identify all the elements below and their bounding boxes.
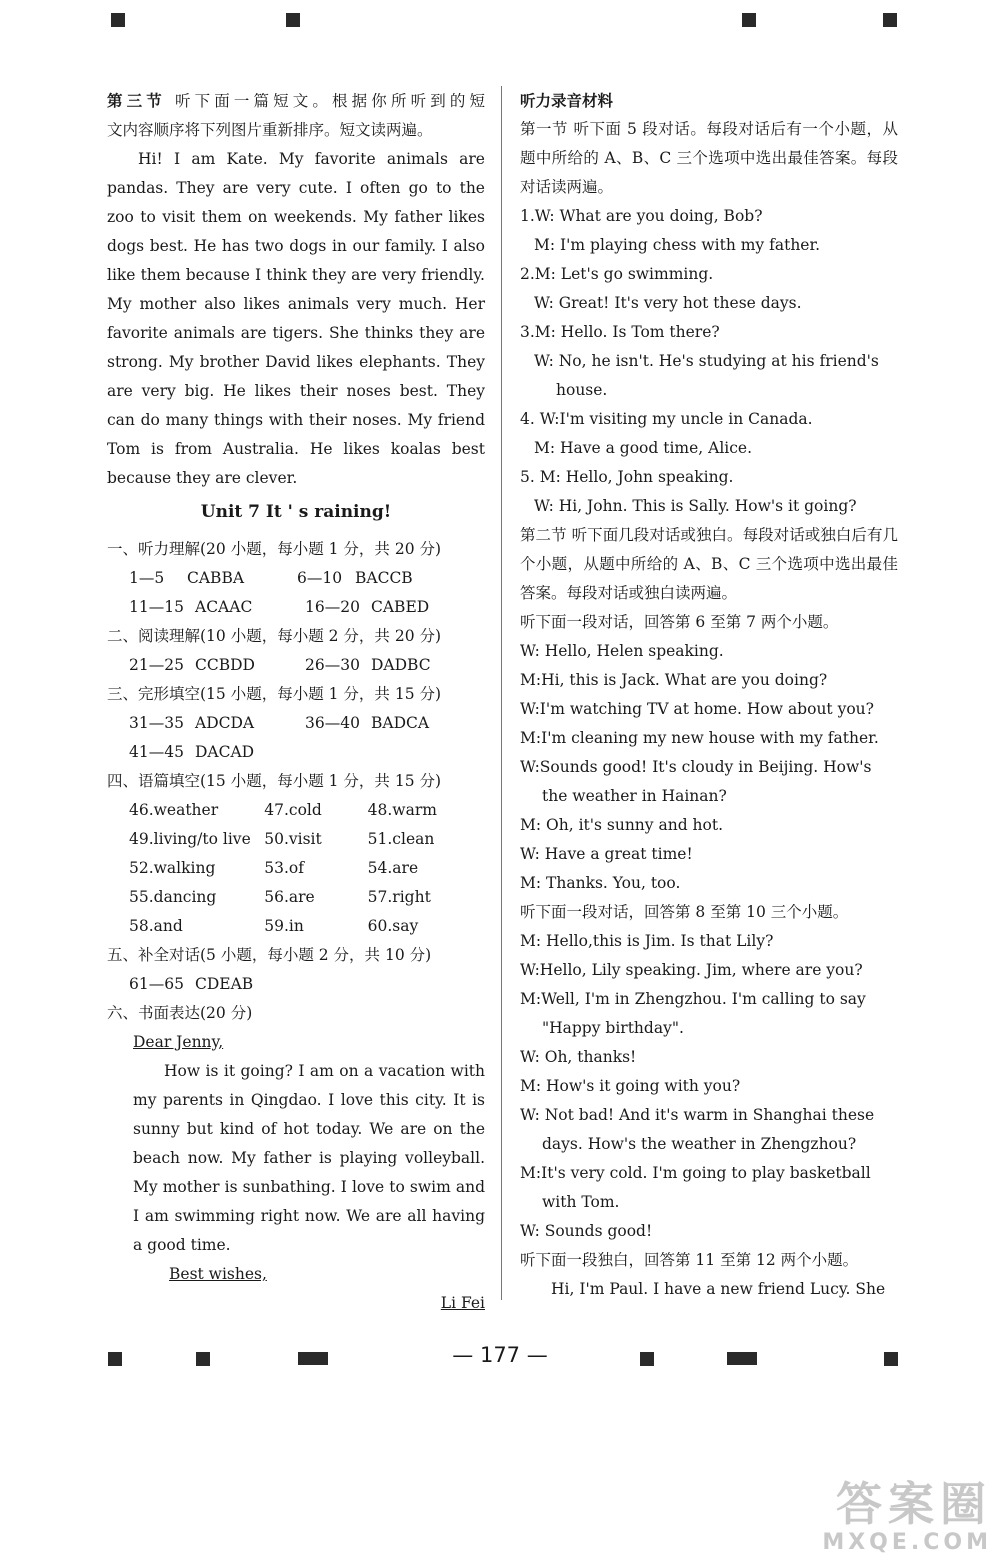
dialogue-line: M: Hello,this is Jim. Is that Lily? — [520, 932, 774, 950]
monologue-text: Hi, I'm Paul. I have a new friend Lucy. She — [551, 1280, 886, 1298]
dialogue-line: M: How's it going with you? — [520, 1077, 741, 1095]
dialogue-line: 4. W:I'm visiting my uncle in Canada. — [520, 410, 813, 428]
dialogue-line: M:I'm cleaning my new house with my father. — [520, 729, 879, 747]
watermark-text: 答案圈 — [836, 1477, 992, 1531]
registration-mark — [286, 13, 300, 27]
fill-row — [107, 854, 485, 883]
letter-greeting: Dear Jenny, — [133, 1033, 224, 1051]
section-heading: 五、补全对话(5 小题，每小题 2 分，共 10 分) — [107, 946, 432, 964]
answer-key: CDEAB — [195, 975, 254, 993]
dialogue-intro: 听下面一段对话，回答第 6 至第 7 两个小题。 — [520, 613, 839, 631]
answer-rows — [107, 651, 485, 680]
dialogue-line: M:It's very cold. I'm going to play basketball with Tom. — [520, 1164, 871, 1211]
fill-row — [107, 912, 485, 941]
dialogue-line: W: Great! It's very hot these days. — [534, 294, 802, 312]
dialogue-line: W: Hello, Helen speaking. — [520, 642, 724, 660]
question-range: 21—25 — [129, 656, 184, 674]
dialogue-line: W:Hello, Lily speaking. Jim, where are you? — [520, 961, 863, 979]
section3-header-cont: 文内容顺序将下列图片重新排序。短文读两遍。 — [107, 121, 433, 139]
fill-row — [107, 796, 485, 825]
answer-rows — [107, 970, 485, 999]
answer-key: ACAAC — [195, 598, 253, 616]
dialogue-line: 2.M: Let's go swimming. — [520, 265, 714, 283]
registration-mark — [883, 13, 897, 27]
fill-answer: 46.weather — [129, 801, 219, 819]
answer-key: DACAD — [195, 743, 255, 761]
answer-row — [107, 593, 485, 622]
dialogue-line: M:Well, I'm in Zhengzhou. I'm calling to say "Happy birthday". — [520, 990, 866, 1037]
section-heading: 二、阅读理解(10 小题，每小题 2 分，共 20 分) — [107, 627, 442, 645]
left-column — [107, 86, 485, 1318]
fill-row — [107, 825, 485, 854]
question-range: 61—65 — [129, 975, 184, 993]
column-divider — [501, 86, 502, 1300]
watermark-url: MXQE.COM — [822, 1530, 992, 1555]
question-range: 26—30 — [305, 656, 360, 674]
fill-answer: 58.and — [129, 917, 183, 935]
monologue-intro: 听下面一段独白，回答第 11 至第 12 两个小题。 — [520, 1251, 859, 1269]
dialogue-line: 1.W: What are you doing, Bob? — [520, 207, 763, 225]
fill-answer: 50.visit — [264, 830, 322, 848]
listening-passage: Hi! I am Kate. My favorite animals are pandas. They are very cute. I often go to the zoo to visit them on weekends. My father likes dogs best. He has two dogs in our family. I also like them because I think they are very friendly. My mother also likes animals very much. Her favorite animals are tigers. She thinks they are strong. My brother David likes elephants. They are very big. He likes their noses best. They can do many things with their noses. My friend Tom is from Australia. He likes koalas best because they are clever. — [107, 150, 485, 487]
fill-answer: 53.of — [264, 859, 304, 877]
question-range: 6—10 — [297, 569, 343, 587]
fill-answer: 59.in — [264, 917, 304, 935]
watermark-logo — [732, 1478, 992, 1560]
answer-key: ADCDA — [195, 714, 255, 732]
answer-row — [107, 564, 485, 593]
dialogue-line: W: No, he isn't. He's studying at his friend's house. — [534, 352, 879, 399]
section2-header: 第二节 听下面几段对话或独白。每段对话或独白后有几个小题，从题中所给的 A、B、C 三个选项中选出最佳答案。每段对话或独白读两遍。 — [520, 526, 898, 602]
letter-body: How is it going? I am on a vacation with my parents in Qingdao. I love this city. It is sunny but kind of hot today. We are on the beach now. My father is playing volleyball. My mother is sunbathing. I love to swim and I am swimming right now. We are all having a good time. — [133, 1062, 485, 1254]
dialogue-line: M: I'm playing chess with my father. — [534, 236, 821, 254]
dialogue-line: W: Sounds good! — [520, 1222, 653, 1240]
fill-rows — [107, 796, 485, 941]
transcript-heading: 听力录音材料 — [520, 91, 614, 110]
dialogue-line: 5. M: Hello, John speaking. — [520, 468, 734, 486]
answer-key: CABBA — [187, 569, 245, 587]
answer-key: CABED — [371, 598, 430, 616]
fill-answer: 47.cold — [264, 801, 322, 819]
section-heading: 四、语篇填空(15 小题，每小题 1 分，共 15 分) — [107, 772, 442, 790]
answer-row — [107, 651, 485, 680]
fill-answer: 51.clean — [367, 830, 435, 848]
section-heading: 六、书面表达(20 分) — [107, 1004, 253, 1022]
sample-letter — [107, 1028, 485, 1318]
answer-key: DADBC — [371, 656, 431, 674]
dialogue-line: W: Oh, thanks! — [520, 1048, 637, 1066]
answer-key: BADCA — [371, 714, 430, 732]
answer-key: BACCB — [355, 569, 413, 587]
dialogue-line: W:I'm watching TV at home. How about you? — [520, 700, 874, 718]
fill-answer: 57.right — [367, 888, 431, 906]
question-range: 1—5 — [129, 569, 165, 587]
answer-key — [363, 738, 463, 767]
answer-key: CCBDD — [195, 656, 255, 674]
fill-answer: 55.dancing — [129, 888, 217, 906]
question-range: 31—35 — [129, 714, 184, 732]
fill-answer: 52.walking — [129, 859, 216, 877]
fill-row — [107, 883, 485, 912]
registration-mark — [742, 13, 756, 27]
dialogue-line: M:Hi, this is Jack. What are you doing? — [520, 671, 828, 689]
dialogue-lines — [520, 202, 898, 521]
dialogue-line: M: Oh, it's sunny and hot. — [520, 816, 724, 834]
answer-key — [363, 970, 463, 999]
dialogue-lines — [520, 637, 898, 898]
letter-signature: Li Fei — [440, 1294, 485, 1312]
fill-answer: 49.living/to live — [129, 830, 251, 848]
question-range — [305, 970, 363, 999]
answer-rows — [107, 709, 485, 767]
dialogue-line: 3.M: Hello. Is Tom there? — [520, 323, 720, 341]
question-range: 16—20 — [305, 598, 360, 616]
answer-rows — [107, 564, 485, 622]
dialogue-lines — [520, 927, 898, 1246]
question-range: 11—15 — [129, 598, 184, 616]
registration-mark — [111, 13, 125, 27]
section-heading: 三、完形填空(15 小题，每小题 1 分，共 15 分) — [107, 685, 442, 703]
question-range — [305, 738, 363, 767]
section3-header-text: 听下面一篇短文。根据你所听到的短 — [165, 92, 485, 110]
dialogue-line: W:Sounds good! It's cloudy in Beijing. How's the weather in Hainan? — [520, 758, 872, 805]
answer-row — [107, 709, 485, 738]
section3-header: 第三节 听下面一篇短文。根据你所听到的短 — [107, 91, 485, 110]
section-heading: 一、听力理解(20 小题，每小题 1 分，共 20 分) — [107, 540, 442, 558]
fill-answer: 48.warm — [367, 801, 437, 819]
fill-answer: 56.are — [264, 888, 315, 906]
section1-header: 第一节 听下面 5 段对话。每段对话后有一个小题，从题中所给的 A、B、C 三个选项中选出最佳答案。每段对话读两遍。 — [520, 120, 898, 196]
dialogue-line: W: Hi, John. This is Sally. How's it going? — [534, 497, 857, 515]
question-range: 36—40 — [305, 714, 360, 732]
question-range: 41—45 — [129, 743, 184, 761]
letter-closing: Best wishes, — [169, 1265, 267, 1283]
dialogue-line: M: Have a good time, Alice. — [534, 439, 753, 457]
answer-row — [107, 970, 485, 999]
dialogue-intro: 听下面一段对话，回答第 8 至第 10 三个小题。 — [520, 903, 849, 921]
answer-row — [107, 738, 485, 767]
fill-answer: 60.say — [367, 917, 419, 935]
dialogue-line: W: Not bad! And it's warm in Shanghai these days. How's the weather in Zhengzhou? — [520, 1106, 875, 1153]
page-number: — 177 — — [452, 1343, 548, 1367]
unit-title: Unit 7 It ' s raining! — [200, 502, 392, 522]
dialogue-line: M: Thanks. You, too. — [520, 874, 681, 892]
right-column — [520, 86, 898, 1304]
fill-answer: 54.are — [367, 859, 419, 877]
dialogue-line: W: Have a great time! — [520, 845, 693, 863]
